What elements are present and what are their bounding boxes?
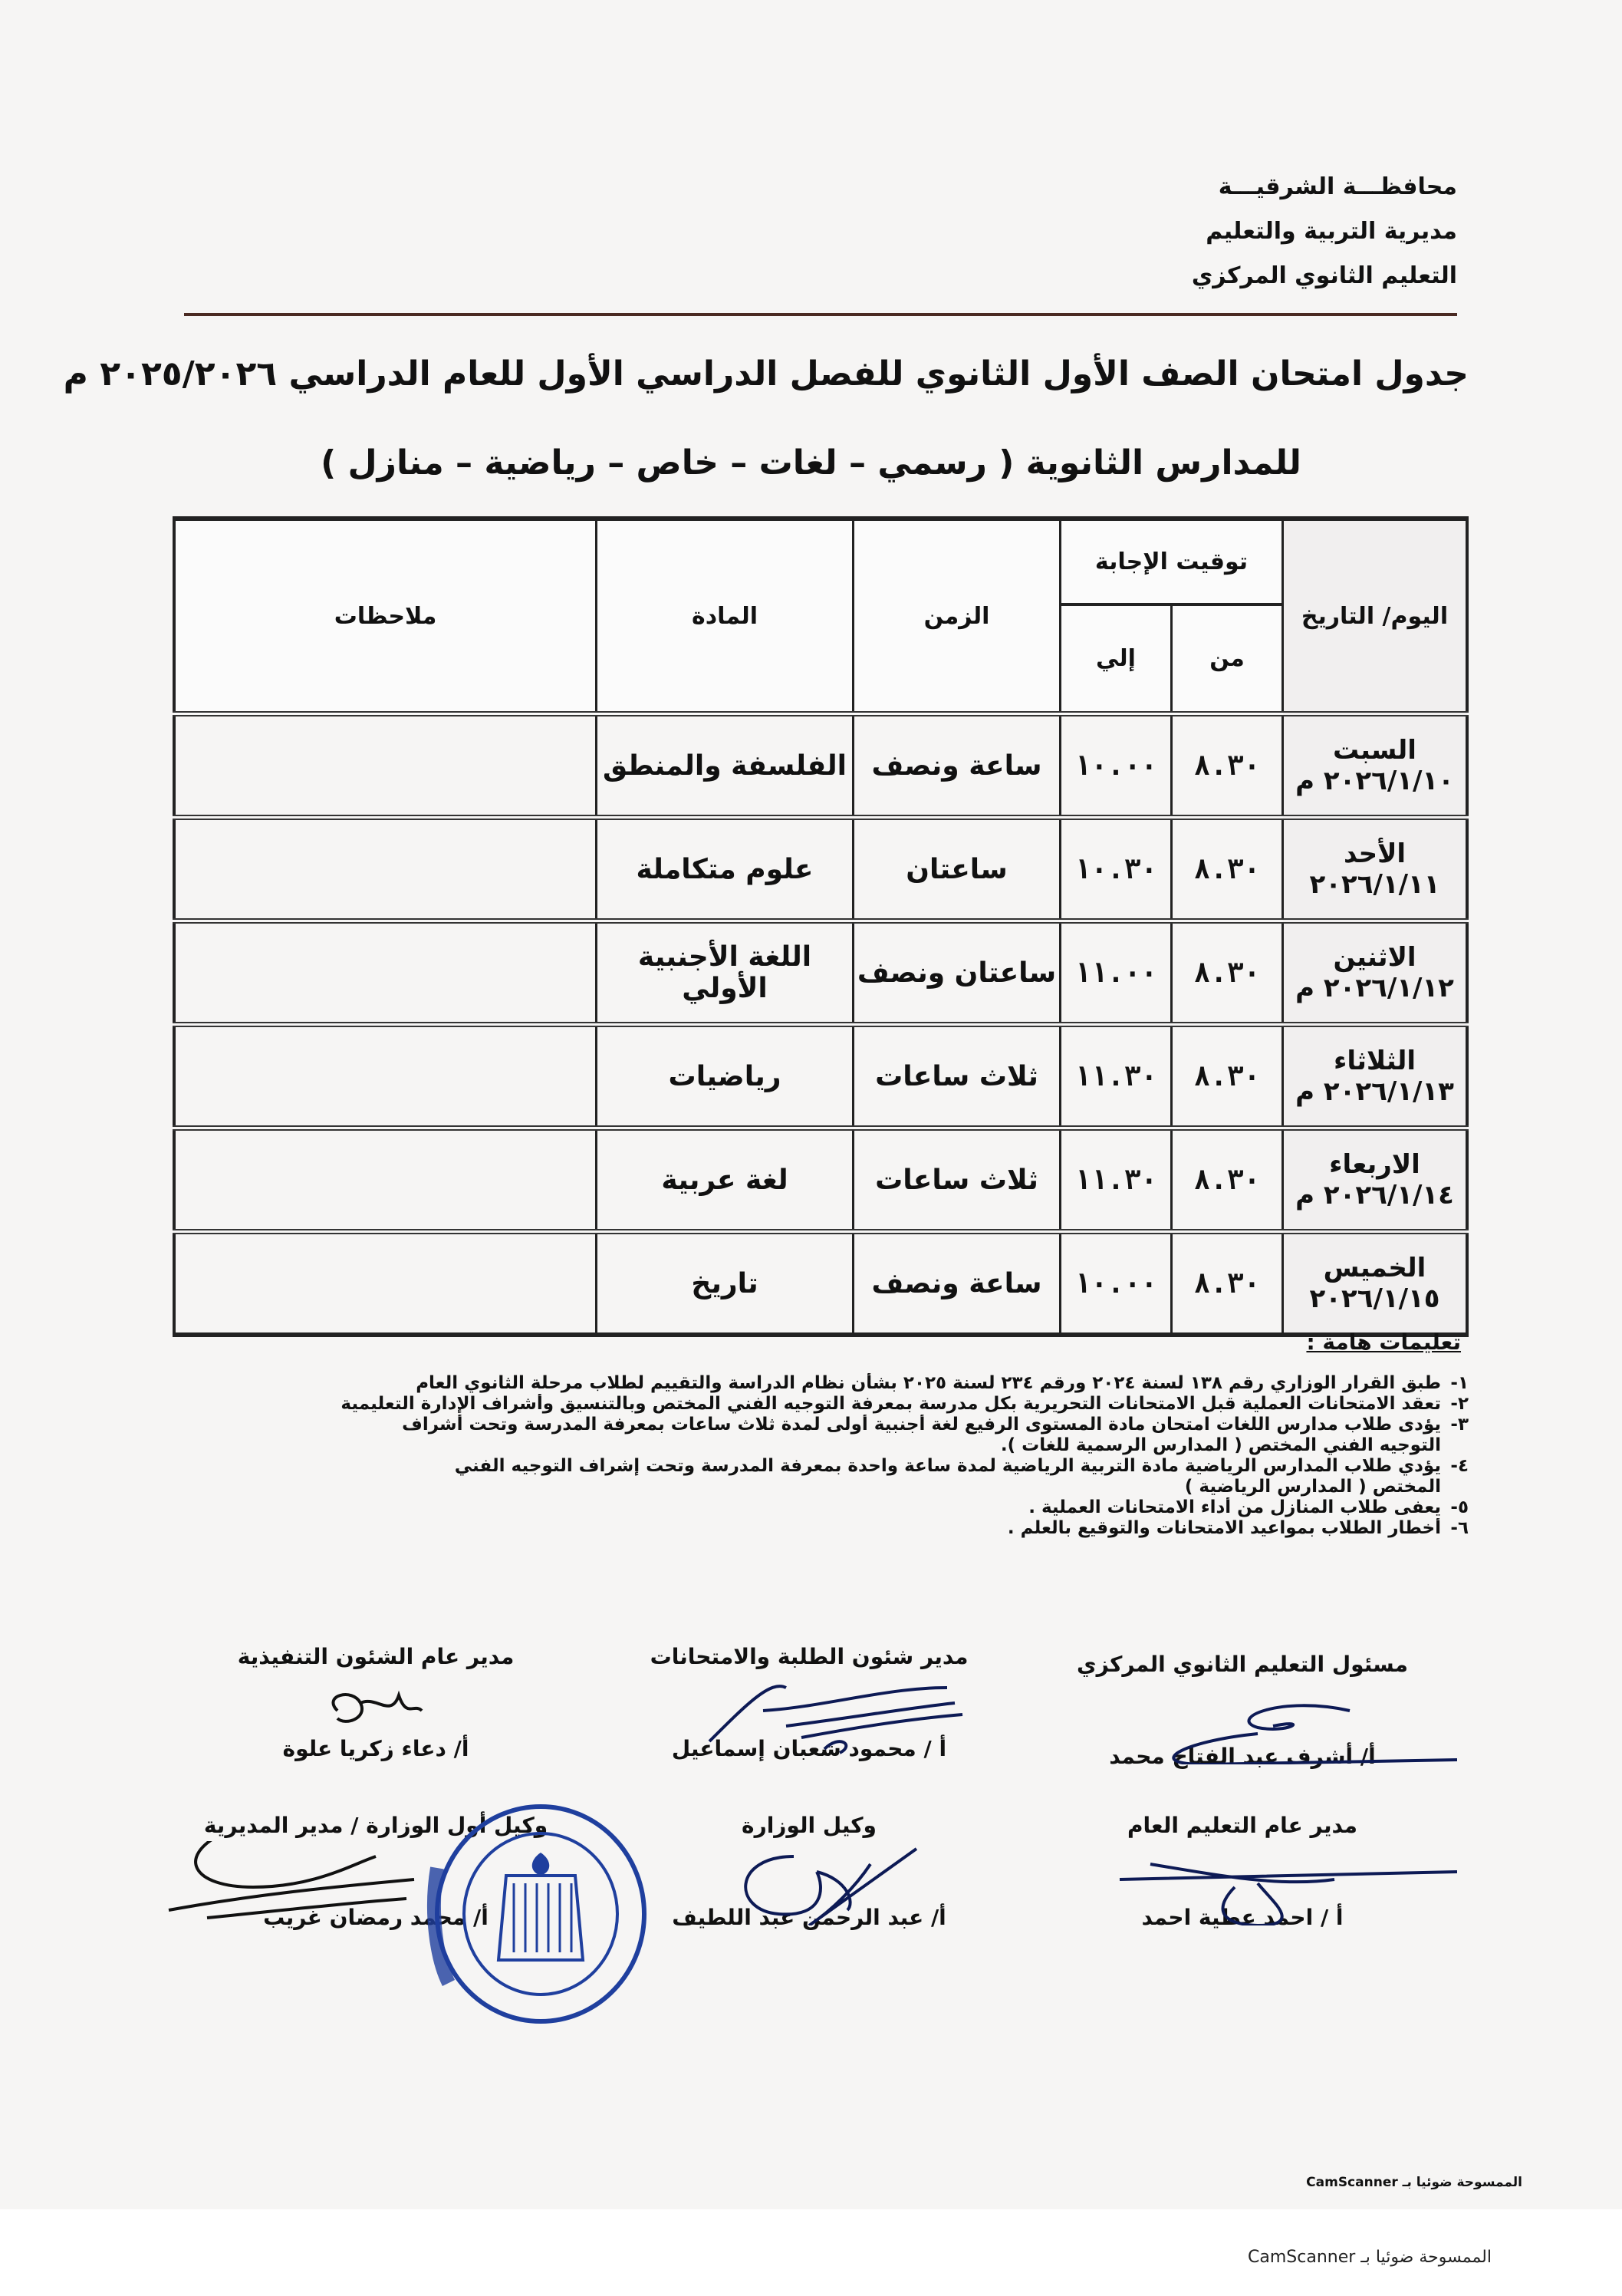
day-name: الثلاثاء [1333,1046,1416,1076]
day-name: الاربعاء [1329,1149,1420,1180]
instruction-number: ١- [1450,1373,1469,1393]
exam-date: ٢٠٢٦/١/١٣ م [1295,1076,1454,1107]
from-time: ٨.٣٠ [1172,714,1283,818]
table-row [174,921,1467,1025]
day-date-cell [1283,714,1468,818]
notes-cell [174,714,597,818]
header-to: إلي [1061,604,1172,714]
signatory-name: أ/ دعاء زكريا علوة [282,1736,469,1761]
signature-block [161,1642,591,1764]
duration-cell: ساعة ونصف [854,714,1061,818]
instruction-item [192,1394,1469,1415]
exam-date: ٢٠٢٦/١/١٠ م [1295,766,1454,796]
instruction-number: ٢- [1450,1394,1469,1414]
day-name: الخميس [1323,1253,1426,1283]
signatory-role: مدير عام التعليم العام [1127,1813,1357,1838]
subject-cell: علوم متكاملة [597,818,854,921]
header-day-date: اليوم/ التاريخ [1283,519,1468,714]
signature-block [594,1642,1024,1764]
table-header-row [174,519,1467,604]
table-row [174,1128,1467,1232]
exam-date: ٢٠٢٦/١/١٤ م [1295,1180,1454,1211]
from-time: ٨.٣٠ [1172,1232,1283,1336]
notes-cell [174,1128,597,1232]
page-title: جدول امتحان الصف الأول الثانوي للفصل الدراسي الأول للعام الدراسي ٢٠٢٥/٢٠٢٦ م [63,354,1469,394]
notes-cell [174,921,597,1025]
day-date-cell [1283,1232,1468,1336]
camscanner-watermark: الممسوحة ضوئيا بـ CamScanner [1306,2175,1522,2190]
subject-cell: تاريخ [597,1232,854,1336]
from-time: ٨.٣٠ [1172,1128,1283,1232]
subject-cell: رياضيات [597,1025,854,1128]
signature-block [594,1810,1024,1933]
duration-cell: ساعة ونصف [854,1232,1061,1336]
signatory-role: وكيل الوزارة [742,1813,877,1838]
page-subtitle: للمدارس الثانوية ( رسمي – لغات – خاص – رياضية – منازل ) [321,443,1301,483]
document-header [997,165,1457,298]
instruction-item [192,1373,1469,1394]
handwritten-signature [161,1672,591,1757]
instruction-item-continued [192,1477,1469,1497]
signatory-name: أ/ أشرف عبد الفتاح محمد [1109,1744,1376,1769]
instruction-number: ٣- [1450,1415,1469,1435]
exam-schedule-table [173,516,1469,1337]
instruction-item [192,1497,1469,1518]
directorate-label: مديرية التربية والتعليم [1206,218,1457,245]
to-time: ١٠.٠٠ [1061,1232,1172,1336]
day-name: الاثنين [1333,942,1416,973]
header-divider [184,313,1457,316]
day-date-cell [1283,818,1468,921]
header-duration: الزمن [854,519,1061,714]
notes-cell [174,818,597,921]
duration-cell: ثلاث ساعات [854,1025,1061,1128]
instruction-item-continued [192,1435,1469,1456]
signatory-role: مسئول التعليم الثانوي المركزي [1077,1652,1408,1677]
day-name: السبت [1333,735,1416,766]
instructions-title: تعليمات هامة : [1306,1329,1461,1355]
to-time: ١١.٣٠ [1061,1025,1172,1128]
signatory-name: أ / محمود شعبان إسماعيل [671,1736,947,1761]
to-time: ١١.٣٠ [1061,1128,1172,1232]
subject-cell: اللغة الأجنبية الأولي [597,921,854,1025]
day-date-cell [1283,1025,1468,1128]
signatory-role: مدير شئون الطلبة والامتحانات [650,1644,969,1669]
department-label: التعليم الثانوي المركزي [1191,262,1457,289]
duration-cell: ساعتان ونصف [854,921,1061,1025]
handwritten-signature [1028,1680,1457,1764]
from-time: ٨.٣٠ [1172,818,1283,921]
handwritten-signature [594,1841,1024,1925]
to-time: ١١.٠٠ [1061,921,1172,1025]
exam-date: ٢٠٢٦/١/١٢ م [1295,973,1454,1003]
header-subject: المادة [597,519,854,714]
instruction-item [192,1456,1469,1477]
signature-block [1028,1810,1457,1933]
instruction-number: ٥- [1450,1497,1469,1517]
instruction-text: أخطار الطلاب بمواعيد الامتحانات والتوقيع بالعلم . [1007,1518,1441,1538]
notes-cell [174,1025,597,1128]
instruction-text: المختص ( المدارس الرياضية ) [1184,1477,1441,1497]
governorate-label: محافظـــة الشرقيـــة [1218,173,1457,200]
signatory-name: أ/ عبد الرحمن عبد اللطيف [672,1905,946,1930]
exam-date: ٢٠٢٦/١/١١ [1309,869,1440,900]
handwritten-signature [1028,1841,1457,1925]
duration-cell: ثلاث ساعات [854,1128,1061,1232]
notes-cell [174,1232,597,1336]
subject-cell: الفلسفة والمنطق [597,714,854,818]
exam-date: ٢٠٢٦/١/١٥ [1309,1283,1440,1314]
to-time: ١٠.٣٠ [1061,818,1172,921]
instruction-number: ٦- [1450,1518,1469,1538]
to-time: ١٠.٠٠ [1061,714,1172,818]
instruction-text: تعقد الامتحانات العملية قبل الامتحانات التحريرية بكل مدرسة بمعرفة التوجيه الفني المختص وبالتنسيق وأشراف الإدارة التعليمية [341,1394,1441,1414]
table-row [174,1232,1467,1336]
instructions-list [192,1373,1469,1539]
day-name: الأحد [1343,838,1407,869]
table-row [174,818,1467,921]
from-time: ٨.٣٠ [1172,1025,1283,1128]
instruction-text: التوجيه الفني المختص ( المدارس الرسمية للغات ). [1000,1435,1441,1455]
instruction-text: طبق القرار الوزاري رقم ١٣٨ لسنة ٢٠٢٤ ورقم ٢٣٤ لسنة ٢٠٢٥ بشأن نظام الدراسة والتقييم لطلاب مرحلة الثانوي العام [416,1373,1441,1393]
day-date-cell [1283,921,1468,1025]
instruction-number: ٤- [1450,1456,1469,1476]
duration-cell: ساعتان [854,818,1061,921]
camscanner-footer-label: الممسوحة ضوئيا بـ CamScanner [1248,2248,1492,2267]
instruction-item [192,1518,1469,1539]
signatory-name: أ / احمد عطية احمد [1141,1905,1344,1930]
signatory-name: أ/ محمد رمضان غريب [263,1905,489,1930]
subject-cell: لغة عربية [597,1128,854,1232]
day-date-cell [1283,1128,1468,1232]
signatory-role: مدير عام الشئون التنفيذية [237,1644,515,1669]
instruction-text: يؤدي طلاب المدارس الرياضية مادة التربية الرياضية لمدة ساعة واحدة بمعرفة المدرسة وتحت إشراف التوجيه الفني [454,1456,1441,1476]
instruction-text: يؤدى طلاب مدارس اللغات امتحان مادة المستوى الرفيع لغة أجنبية أولى لمدة ثلاث ساعات بمعرفة المدرسة وتحت أشراف [402,1415,1441,1435]
header-from: من [1172,604,1283,714]
instruction-text: يعفى طلاب المنازل من أداء الامتحانات العملية . [1028,1497,1441,1517]
header-answer-time: توقيت الإجابة [1061,519,1283,604]
table-row [174,714,1467,818]
table-row [174,1025,1467,1128]
signature-block [1028,1649,1457,1772]
signatory-role: وكيل أول الوزارة / مدير المديرية [203,1813,548,1838]
header-notes: ملاحظات [174,519,597,714]
handwritten-signature [594,1672,1024,1757]
official-stamp [414,1799,652,2029]
instruction-item [192,1415,1469,1435]
from-time: ٨.٣٠ [1172,921,1283,1025]
